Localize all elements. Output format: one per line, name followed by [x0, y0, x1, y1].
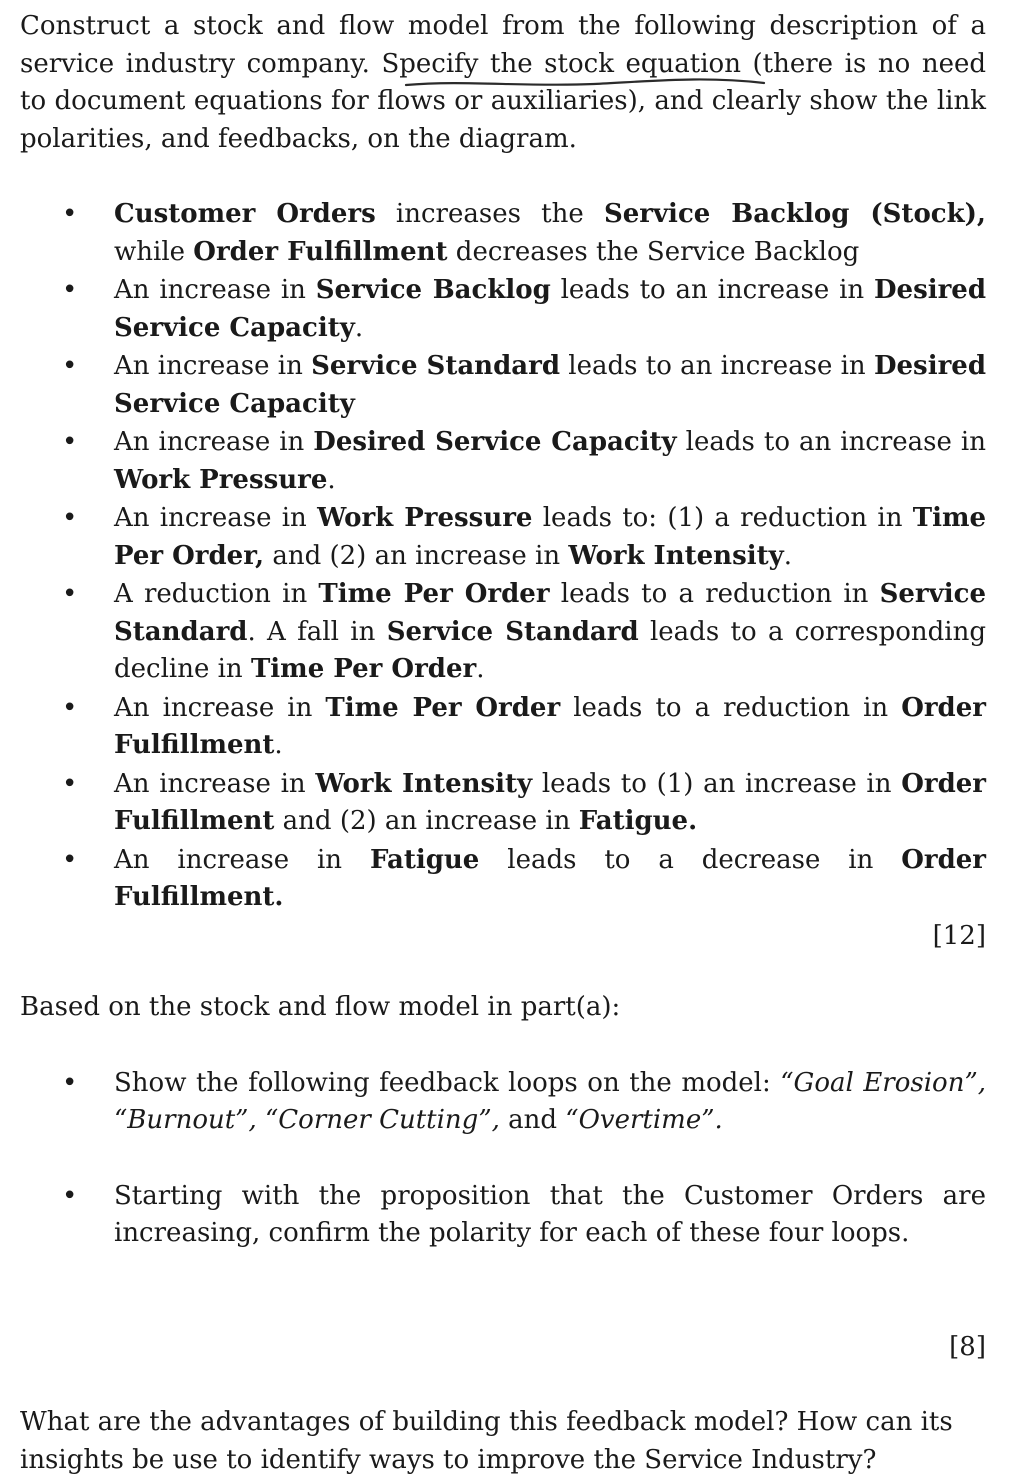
- part-b-intro: Based on the stock and flow model in part(a):: [20, 992, 621, 1022]
- list-item: • An increase in Service Standard leads to an increase in Desired Service Capacity: [20, 348, 986, 423]
- list-item: • An increase in Fatigue leads to a decrease in Order Fulfillment.: [20, 842, 986, 917]
- list-item: • An increase in Desired Service Capacity leads to an increase in Work Pressure.: [20, 424, 986, 499]
- marks-part-a: [12]: [932, 920, 986, 951]
- list-item: • An increase in Work Pressure leads to: (1) a reduction in Time Per Order, and (2) an increase in Work Intensity.: [20, 500, 986, 575]
- intro-paragraph: [20, 8, 986, 158]
- part-c-question: What are the advantages of building this feedback model? How can its insights be use to identify ways to improve the Service Industry?: [20, 1407, 953, 1475]
- question-page: [20, 8, 986, 1479]
- list-item: • An increase in Work Intensity leads to (1) an increase in Order Fulfillment and (2) an increase in Fatigue.: [20, 766, 986, 841]
- intro-text-2: (there is no need to document equations for flows or auxiliaries), and clearly show the link polarities, and feedbacks, on the diagram.: [20, 48, 986, 154]
- list-item: • An increase in Service Backlog leads to an increase in Desired Service Capacity.: [20, 272, 986, 347]
- list-item: • An increase in Time Per Order leads to a reduction in Order Fulfillment.: [20, 690, 986, 765]
- list-item: • Show the following feedback loops on the model: “Goal Erosion”, “Burnout”, “Corner Cutting”, and “Overtime”.: [20, 1065, 986, 1140]
- part-b-list: [20, 1065, 986, 1253]
- list-item: • A reduction in Time Per Order leads to a reduction in Service Standard. A fall in Service Standard leads to a corresponding decline in Time Per Order.: [20, 576, 986, 689]
- model-description-list: [20, 196, 986, 917]
- list-item: • Starting with the proposition that the Customer Orders are increasing, confirm the polarity for each of these four loops.: [20, 1178, 986, 1253]
- intro-underlined-text: Specify the stock equation: [381, 48, 741, 79]
- list-item: • Customer Orders increases the Service Backlog (Stock), while Order Fulfillment decreases the Service Backlog: [20, 196, 986, 271]
- intro-text-1: Construct a stock and flow model from the following description of a service industry company.: [20, 11, 986, 79]
- marks-part-b: [8]: [949, 1331, 986, 1362]
